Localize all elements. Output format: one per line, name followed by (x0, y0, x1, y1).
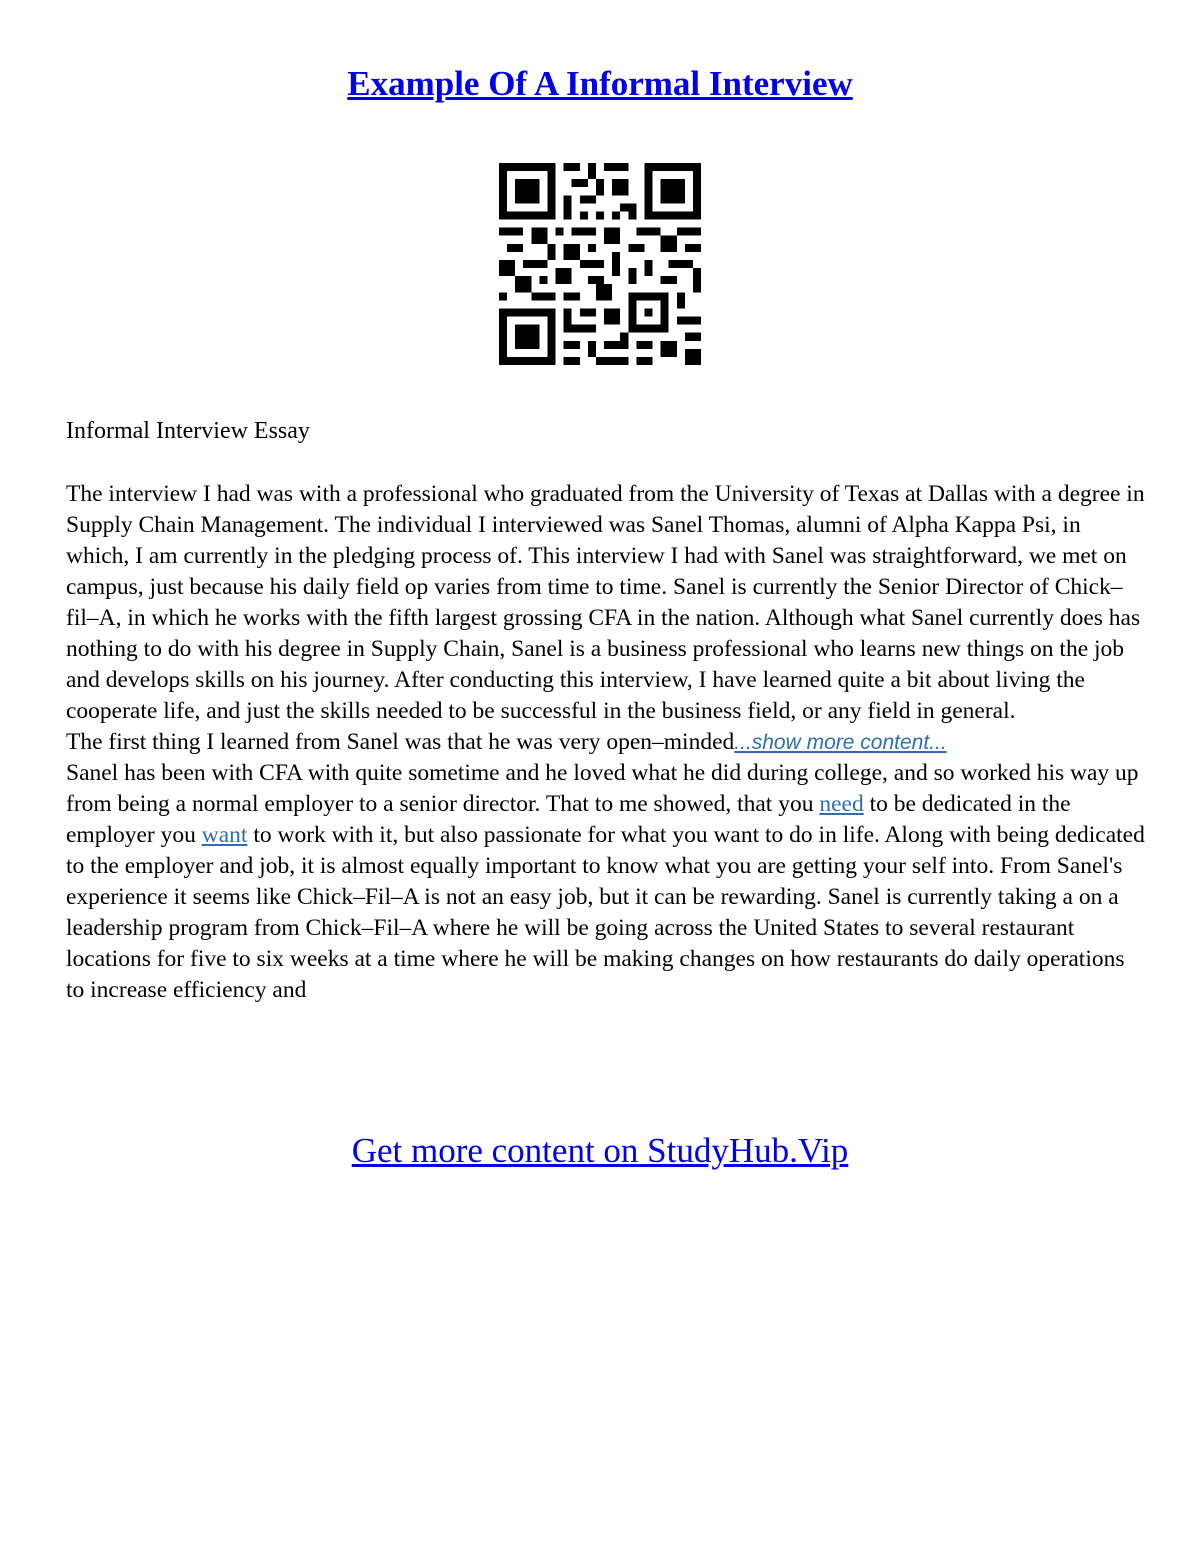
paragraph-3-part-c: to work with it, but also passionate for what you want to do in life. Along with being dedicated to the employer and job, it is almost equally important to know what you are getting your self into. From Sanel's experience it seems like Chick–Fil–A is not an easy job, but it can be rewarding. Sanel is currently taking a on a leadership program from Chick–Fil–A where he will be going across the United States to several restaurant locations for five to six weeks at a time where he will be making changes on how restaurants do daily operations to increase efficiency and (66, 822, 1145, 1003)
qr-code-icon (499, 163, 701, 365)
want-link[interactable]: want (201, 822, 248, 848)
need-link[interactable]: need (819, 791, 864, 817)
essay-paragraph-2 (66, 727, 1146, 758)
essay-paragraph-2-text: The first thing I learned from Sanel was that he was very open–minded (66, 729, 735, 755)
paragraph-3-part-a: Sanel has been with CFA with quite sometime and he loved what he did during college, and so worked his way up from being a normal employer to a senior director. That to me showed, that you (66, 760, 1139, 817)
paragraph-3-part-b: to be dedicated in the employer you (66, 791, 1071, 848)
essay-body (66, 479, 1146, 1006)
studyhub-link[interactable]: Get more content on StudyHub.Vip (351, 1131, 849, 1170)
document-title-link[interactable]: Example Of A Informal Interview (347, 64, 853, 103)
essay-paragraph-3 (66, 758, 1146, 1006)
essay-paragraph-1: The interview I had was with a professional who graduated from the University of Texas at Dallas with a degree in Supply Chain Management. The individual I interviewed was Sanel Thomas, alumni of Alpha Kappa Psi, in which, I am currently in the pledging process of. This interview I had with Sanel was straightforward, we met on campus, just because his daily field op varies from time to time. Sanel is currently the Senior Director of Chick–fil–A, in which he works with the fifth largest grossing CFA in the nation. Although what Sanel currently does has nothing to do with his degree in Supply Chain, Sanel is a business professional who learns new things on the job and develops skills on his journey. After conducting this interview, I have learned quite a bit about living the cooperate life, and just the skills needed to be successful in the business field, or any field in general. (66, 481, 1145, 724)
essay-heading: Informal Interview Essay (66, 418, 310, 444)
show-more-link[interactable]: ...show more content... (734, 731, 947, 754)
